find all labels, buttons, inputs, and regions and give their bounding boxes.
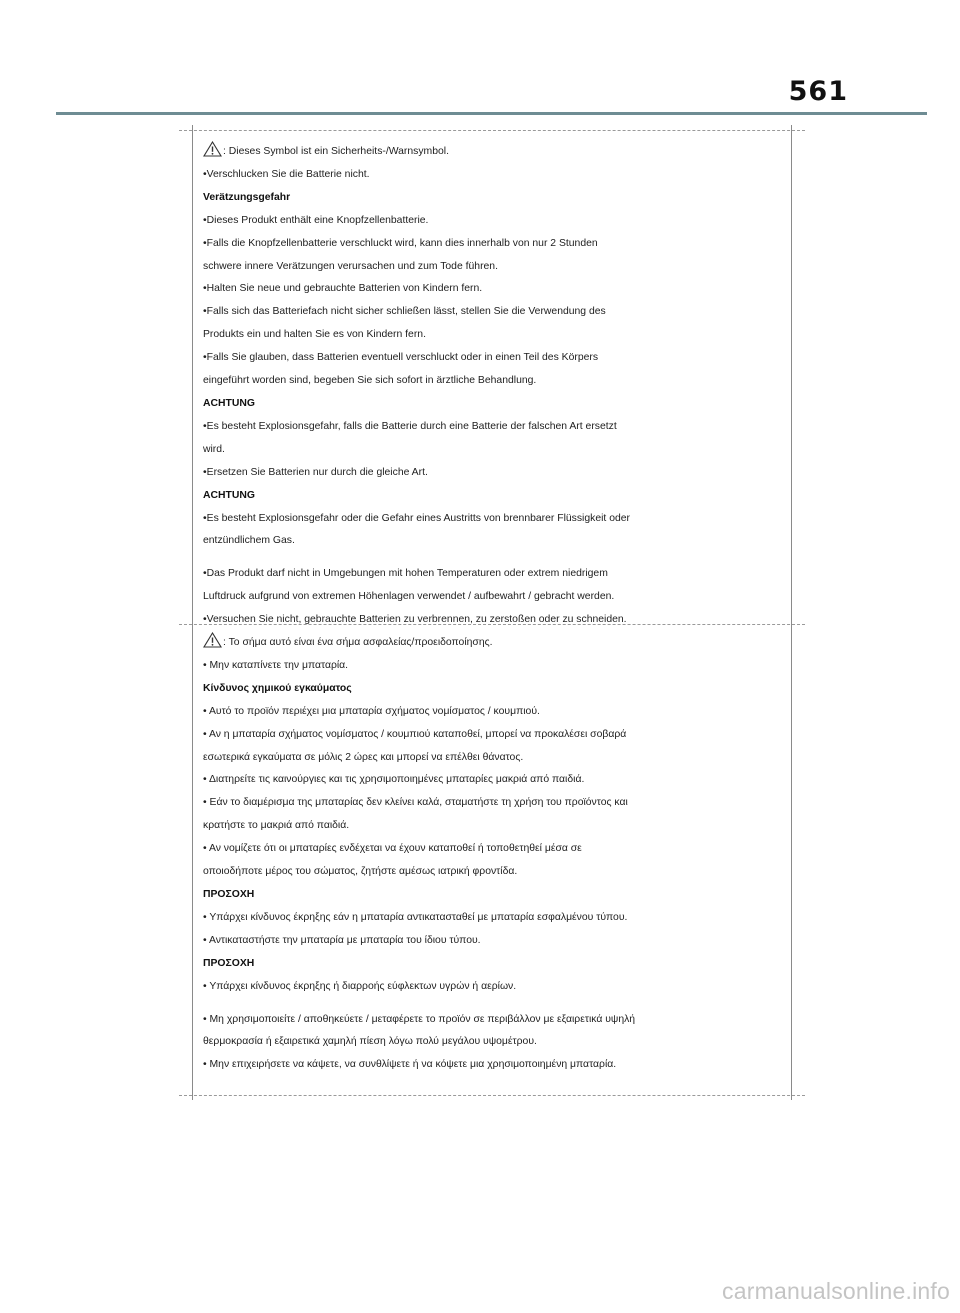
text-line: eingeführt worden sind, begeben Sie sich sofort in ärztliche Behandlung.	[203, 375, 537, 387]
text-line: • Μην καταπίνετε την μπαταρία.	[203, 659, 349, 671]
symbol-note	[203, 632, 781, 655]
crop-mark	[791, 125, 792, 135]
german-text-lines	[203, 164, 781, 632]
warning-heading: ΠΡΟΣΟΧΗ	[203, 957, 255, 969]
text-line: οποιοδήποτε μέρος του σώματος, ζητήστε αμέσως ιατρική φροντίδα.	[203, 866, 518, 878]
text-line: θερμοκρασία ή εξαιρετικά χαμηλή πίεση λόγω πολύ μεγάλου υψομέτρου.	[203, 1036, 537, 1048]
text-line: • Εάν το διαμέρισμα της μπαταρίας δεν κλείνει καλά, σταματήστε τη χρήση του προϊόντος και	[203, 797, 628, 809]
crop-mark	[791, 1090, 792, 1100]
greek-text-lines	[203, 655, 781, 1077]
text-line: •Falls die Knopfzellenbatterie verschluckt wird, kann dies innerhalb von nur 2 Stunden	[203, 237, 598, 249]
text-line: •Es besteht Explosionsgefahr oder die Gefahr eines Austritts von brennbarer Flüssigkeit oder	[203, 512, 630, 524]
spacer	[203, 999, 781, 1009]
crop-mark	[192, 125, 193, 135]
text-line: •Versuchen Sie nicht, gebrauchte Batterien zu verbrennen, zu zerstoßen oder zu schneiden.	[203, 614, 627, 626]
symbol-note-text: : Dieses Symbol ist ein Sicherheits-/Warnsymbol.	[223, 146, 449, 157]
text-line: •Das Produkt darf nicht in Umgebungen mit hohen Temperaturen oder extrem niedrigem	[203, 568, 608, 580]
safety-notice-box	[192, 131, 792, 1095]
box-top-border	[179, 130, 805, 131]
text-line: Produkts ein und halten Sie es von Kindern fern.	[203, 329, 426, 341]
watermark: carmanualsonline.info	[722, 1278, 950, 1304]
text-line: • Μην επιχειρήσετε να κάψετε, να συνθλίψετε ή να κόψετε μια χρησιμοποιημένη μπαταρία.	[203, 1059, 617, 1071]
text-line: • Υπάρχει κίνδυνος έκρηξης ή διαρροής εύφλεκτων υγρών ή αερίων.	[203, 980, 517, 992]
warning-heading: ΠΡΟΣΟΧΗ	[203, 888, 255, 900]
greek-warning-section	[203, 632, 781, 1077]
spacer	[203, 553, 781, 563]
text-line: •Falls Sie glauben, dass Batterien eventuell verschluckt oder in einen Teil des Körpers	[203, 352, 599, 364]
crop-mark	[192, 1090, 193, 1100]
text-line: • Αυτό το προϊόν περιέχει μια μπαταρία σχήματος νομίσματος / κουμπιού.	[203, 705, 540, 717]
text-line: •Ersetzen Sie Batterien nur durch die gleiche Art.	[203, 466, 428, 478]
page-number: 561	[788, 76, 848, 107]
warning-triangle-icon	[203, 141, 222, 157]
symbol-note-text: : Το σήμα αυτό είναι ένα σήμα ασφαλείας/προειδοποίησης.	[223, 637, 493, 648]
text-line: • Διατηρείτε τις καινούργιες και τις χρησιμοποιημένες μπαταρίες μακριά από παιδιά.	[203, 774, 585, 786]
symbol-note	[203, 141, 781, 164]
text-line: • Αν νομίζετε ότι οι μπαταρίες ενδέχεται να έχουν καταποθεί ή τοποθετηθεί μέσα σε	[203, 843, 582, 855]
text-line: •Es besteht Explosionsgefahr, falls die Batterie durch eine Batterie der falschen Art ersetzt	[203, 420, 617, 432]
text-line: •Halten Sie neue und gebrauchte Batterien von Kindern fern.	[203, 283, 483, 295]
text-line: • Υπάρχει κίνδυνος έκρηξης εάν η μπαταρία αντικατασταθεί με μπαταρία εσφαλμένου τύπου.	[203, 911, 628, 923]
text-line: wird.	[203, 443, 225, 455]
text-line: • Μη χρησιμοποιείτε / αποθηκεύετε / μεταφέρετε το προϊόν σε περιβάλλον με εξαιρετικά υψηλή	[203, 1013, 636, 1025]
german-warning-section	[203, 141, 781, 632]
warning-triangle-icon	[203, 632, 222, 648]
header-rule	[56, 112, 927, 115]
warning-heading: Verätzungsgefahr	[203, 191, 291, 203]
warning-heading: ACHTUNG	[203, 489, 255, 501]
text-line: •Dieses Produkt enthält eine Knopfzellenbatterie.	[203, 214, 429, 226]
box-bottom-border	[179, 1095, 805, 1096]
text-line: •Falls sich das Batteriefach nicht sicher schließen lässt, stellen Sie die Verwendung des	[203, 306, 606, 318]
text-line: entzündlichem Gas.	[203, 535, 295, 547]
text-line: schwere innere Verätzungen verursachen und zum Tode führen.	[203, 260, 498, 272]
text-line: •Verschlucken Sie die Batterie nicht.	[203, 168, 370, 180]
text-line: Luftdruck aufgrund von extremen Höhenlagen verwendet / aufbewahrt / gebracht werden.	[203, 591, 615, 603]
warning-heading: Κίνδυνος χημικού εγκαύματος	[203, 682, 352, 694]
text-line: εσωτερικά εγκαύματα σε μόλις 2 ώρες και μπορεί να επέλθει θάνατος.	[203, 751, 524, 763]
text-line: κρατήστε το μακριά από παιδιά.	[203, 820, 350, 832]
text-line: • Αν η μπαταρία σχήματος νομίσματος / κουμπιού καταποθεί, μπορεί να προκαλέσει σοβαρά	[203, 728, 627, 740]
text-line: • Αντικαταστήστε την μπαταρία με μπαταρία του ίδιου τύπου.	[203, 934, 481, 946]
warning-heading: ACHTUNG	[203, 397, 255, 409]
